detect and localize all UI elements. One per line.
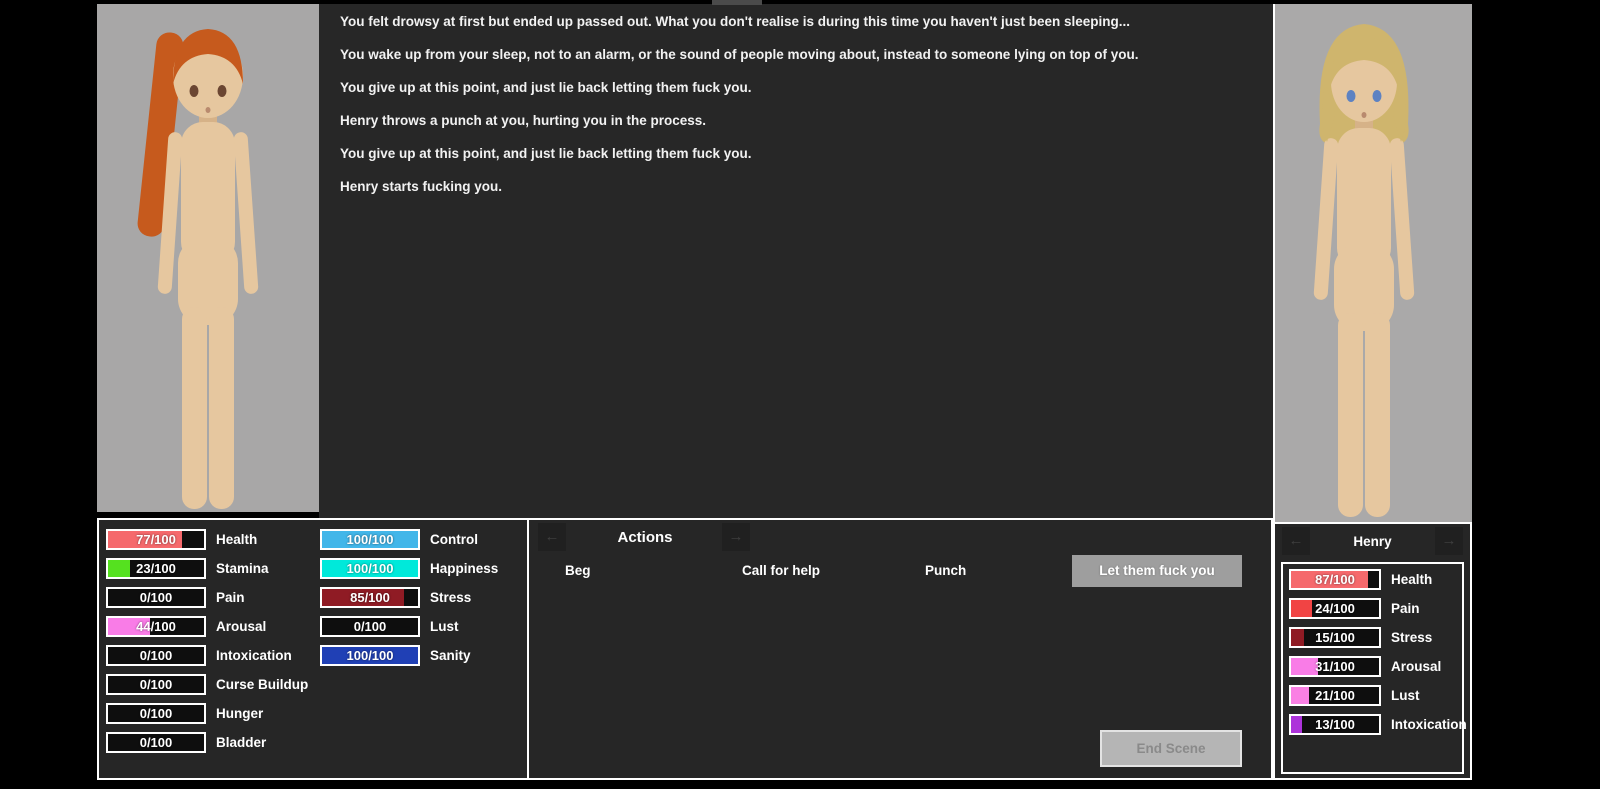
actions-title: Actions: [617, 529, 673, 546]
stat-row-pain: [106, 587, 308, 608]
action-button-beg[interactable]: Beg: [565, 555, 591, 587]
story-paragraph: You give up at this point, and just lie back letting them fuck you.: [340, 80, 752, 95]
story-paragraph: You wake up from your sleep, not to an alarm, or the sound of people moving about, instead to someone lying on top of you.: [340, 47, 1139, 62]
sanity-bar: [320, 645, 420, 666]
henry-next-button[interactable]: [1435, 527, 1463, 555]
scrollbar-thumb[interactable]: [712, 0, 762, 5]
hunger-label: Hunger: [216, 706, 264, 721]
curse-buildup-bar-value: 0/100: [139, 677, 173, 692]
stamina-label: Stamina: [216, 561, 269, 576]
stat-row-pain: [1289, 598, 1462, 619]
health-bar: [1289, 569, 1381, 590]
henry-eye: [1347, 90, 1356, 102]
story-paragraph: Henry starts fucking you.: [340, 179, 503, 194]
henry-portrait-panel: [1273, 4, 1472, 522]
control-bar: [320, 529, 420, 550]
arousal-bar-value: 31/100: [1315, 659, 1355, 674]
right-arrow-icon: →: [1441, 532, 1457, 549]
health-bar-value: 77/100: [136, 532, 176, 547]
stat-row-curse-buildup: [106, 674, 308, 695]
story-paragraph: You give up at this point, and just lie back letting them fuck you.: [340, 146, 752, 161]
pain-bar-value: 24/100: [1315, 601, 1355, 616]
story-text-panel: [319, 4, 1273, 518]
control-label: Control: [430, 532, 478, 547]
actions-next-button[interactable]: [722, 523, 750, 551]
actions-header: [529, 520, 1271, 556]
bladder-bar: [106, 732, 206, 753]
arousal-label: Arousal: [216, 619, 267, 634]
pain-label: Pain: [1391, 601, 1420, 616]
stat-row-lust: [320, 616, 498, 637]
pain-bar: [106, 587, 206, 608]
stat-row-hunger: [106, 703, 308, 724]
stat-row-control: [320, 529, 498, 550]
happiness-bar: [320, 558, 420, 579]
lust-bar: [320, 616, 420, 637]
lust-bar: [1289, 685, 1381, 706]
stat-row-intoxication: [1289, 714, 1467, 735]
henry-mouth: [1362, 112, 1367, 118]
stat-row-stress: [320, 587, 498, 608]
stress-bar-value: 85/100: [350, 590, 390, 605]
stamina-bar: [106, 558, 206, 579]
stamina-bar-value: 23/100: [136, 561, 176, 576]
stress-bar: [1289, 627, 1381, 648]
health-bar-value: 87/100: [1315, 572, 1355, 587]
actions-prev-button[interactable]: [538, 523, 566, 551]
left-arrow-icon: ←: [544, 528, 560, 545]
health-label: Health: [1391, 572, 1433, 587]
lust-label: Lust: [430, 619, 459, 634]
intoxication-bar-value: 13/100: [1315, 717, 1355, 732]
stat-row-lust: [1289, 685, 1462, 706]
right-arrow-icon: →: [728, 528, 744, 545]
player-eye: [218, 85, 227, 97]
actions-panel: [529, 518, 1273, 780]
hunger-bar: [106, 703, 206, 724]
stat-row-arousal: [1289, 656, 1462, 677]
lust-label: Lust: [1391, 688, 1420, 703]
pain-bar: [1289, 598, 1381, 619]
stress-label: Stress: [430, 590, 472, 605]
action-button-call-for-help[interactable]: Call for help: [742, 555, 820, 587]
player-portrait: [97, 4, 319, 512]
arousal-bar: [106, 616, 206, 637]
stat-row-health: [106, 529, 308, 550]
pain-label: Pain: [216, 590, 245, 605]
arousal-bar: [1289, 656, 1381, 677]
left-arrow-icon: ←: [1288, 532, 1304, 549]
stress-bar-value: 15/100: [1315, 630, 1355, 645]
health-label: Health: [216, 532, 258, 547]
stat-row-health: [1289, 569, 1462, 590]
stat-row-happiness: [320, 558, 498, 579]
henry-panel: [1273, 522, 1472, 780]
intoxication-bar-value: 0/100: [139, 648, 173, 663]
stat-row-stress: [1289, 627, 1462, 648]
health-bar: [106, 529, 206, 550]
action-button-punch[interactable]: Punch: [925, 555, 966, 587]
intoxication-bar: [1289, 714, 1381, 735]
player-portrait-panel: [97, 4, 319, 512]
stat-row-arousal: [106, 616, 308, 637]
player-stats-column-1: [106, 529, 308, 761]
lust-bar-value: 21/100: [1315, 688, 1355, 703]
curse-buildup-bar: [106, 674, 206, 695]
happiness-label: Happiness: [430, 561, 499, 576]
bladder-label: Bladder: [216, 735, 267, 750]
stat-row-stamina: [106, 558, 308, 579]
henry-portrait: [1275, 4, 1472, 520]
sanity-bar-value: 100/100: [346, 648, 394, 663]
lust-bar-value: 0/100: [353, 619, 387, 634]
curse-buildup-label: Curse Buildup: [216, 677, 309, 692]
arousal-bar-value: 44/100: [136, 619, 176, 634]
player-eye: [190, 85, 199, 97]
bladder-bar-value: 0/100: [139, 735, 173, 750]
stat-row-sanity: [320, 645, 498, 666]
action-button-let-them-fuck-you[interactable]: Let them fuck you: [1072, 555, 1242, 587]
player-stats-panel: [97, 518, 529, 780]
henry-title: Henry: [1353, 534, 1392, 549]
end-scene-button[interactable]: End Scene: [1100, 730, 1242, 767]
henry-stats-box: [1281, 562, 1467, 774]
player-mouth: [206, 107, 211, 113]
control-bar-value: 100/100: [346, 532, 394, 547]
arousal-label: Arousal: [1391, 659, 1442, 674]
stress-label: Stress: [1391, 630, 1433, 645]
intoxication-label: Intoxication: [1391, 717, 1467, 732]
player-stats-column-2: [320, 529, 498, 674]
story-paragraph: You felt drowsy at first but ended up passed out. What you don't realise is during this time you haven't just been sleeping...: [340, 14, 1131, 29]
happiness-bar-value: 100/100: [346, 561, 394, 576]
stress-bar: [320, 587, 420, 608]
intoxication-bar: [106, 645, 206, 666]
sanity-label: Sanity: [430, 648, 471, 663]
hunger-bar-value: 0/100: [139, 706, 173, 721]
pain-bar-value: 0/100: [139, 590, 173, 605]
henry-eye: [1373, 90, 1382, 102]
stat-row-intoxication: [106, 645, 308, 666]
stat-row-bladder: [106, 732, 308, 753]
intoxication-label: Intoxication: [216, 648, 292, 663]
story-paragraph: Henry throws a punch at you, hurting you in the process.: [340, 113, 707, 128]
henry-header: [1275, 524, 1470, 560]
